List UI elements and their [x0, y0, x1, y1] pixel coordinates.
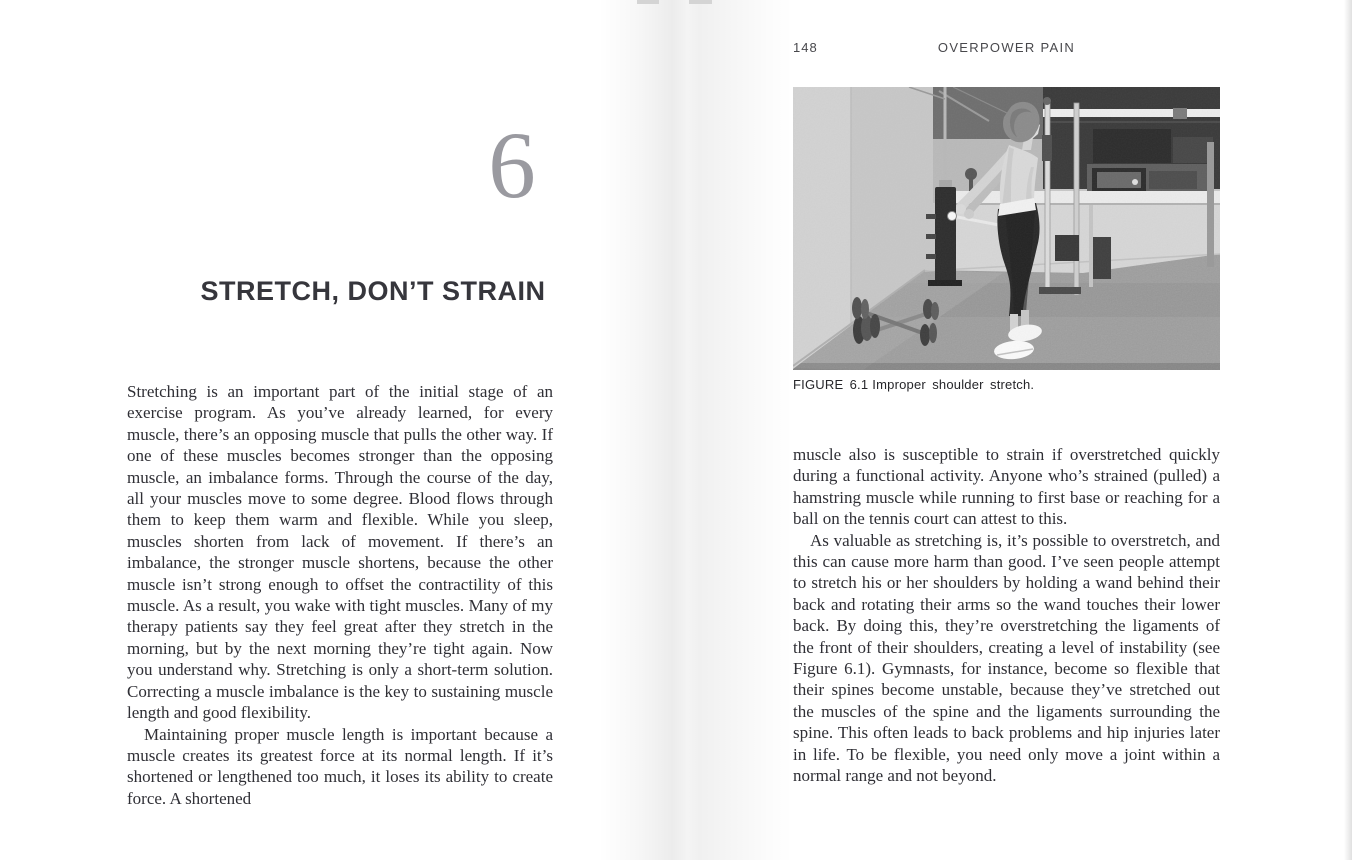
paragraph: As valuable as stretching is, it’s possible to overstretch, and this can cause more harm than good. I’ve seen people attempt to stretch his or her shoulders by holding a wand behind their back and rotating their arms so the wand touches their lower back. By doing this, they’re overstretching the ligaments of the front of their shoulders, creating a level of instability (see Figure 6.1). Gymnasts, for instance, become so flexible that their spines become unstable, because they’ve stretched out the muscles of the spine and the ligaments surrounding the spine. This often leads to back problems and hip injuries later in life. To be flexible, you need only move a joint within a normal range and not beyond. — [793, 530, 1220, 786]
figure-caption — [793, 377, 1220, 392]
paragraph: Stretching is an important part of the initial stage of an exercise program. As you’ve already learned, for every muscle, there’s an opposing muscle that pulls the other way. If one of these muscles becomes stronger than the opposing muscle, an imbalance forms. Through the course of the day, all your muscles move to some degree. Blood flows through them to keep them warm and flexible. While you sleep, muscles shorten from lack of movement. If there’s an imbalance, the stronger muscle shortens, because the other muscle isn’t strong enough to offset the contractility of this muscle. As a result, you wake with tight muscles. Many of my therapy patients say they feel great after they stretch in the morning, but by the next morning they’re tight again. Now you understand why. Stretching is only a short-term solution. Correcting a muscle imbalance is the key to sustaining muscle length and good flexibility. — [127, 382, 553, 723]
figure-photo — [793, 87, 1220, 370]
figure-caption-text: Improper shoulder stretch. — [872, 377, 1035, 392]
binding-clip-left — [637, 0, 659, 4]
page-edge — [1344, 0, 1352, 860]
paragraph: muscle also is susceptible to strain if overstretched quickly during a functional activity. Anyone who’s strained (pulled) a hamstring muscle while running to first base or reaching for a ball on the tennis court can attest to this. — [793, 445, 1220, 529]
left-page-body-text — [127, 381, 553, 809]
running-header-title: OVERPOWER PAIN — [937, 40, 1076, 55]
paragraph: Maintaining proper muscle length is important because a muscle creates its greatest force at its normal length. If it’s shortened or lengthened too much, it loses its ability to create force. A shortened — [127, 724, 553, 808]
binding-clip-right — [689, 0, 712, 4]
photo-grain — [793, 87, 1220, 370]
right-page-body-text — [793, 444, 1220, 787]
gym-photo-illustration — [793, 87, 1220, 370]
running-header — [793, 40, 1220, 55]
page-number: 148 — [793, 40, 818, 55]
chapter-title: STRETCH, DON’T STRAIN — [200, 276, 546, 306]
chapter-number: 6 — [488, 112, 536, 218]
page-gutter-shadow — [598, 0, 793, 860]
figure-caption-label: FIGURE 6.1 — [793, 377, 869, 392]
